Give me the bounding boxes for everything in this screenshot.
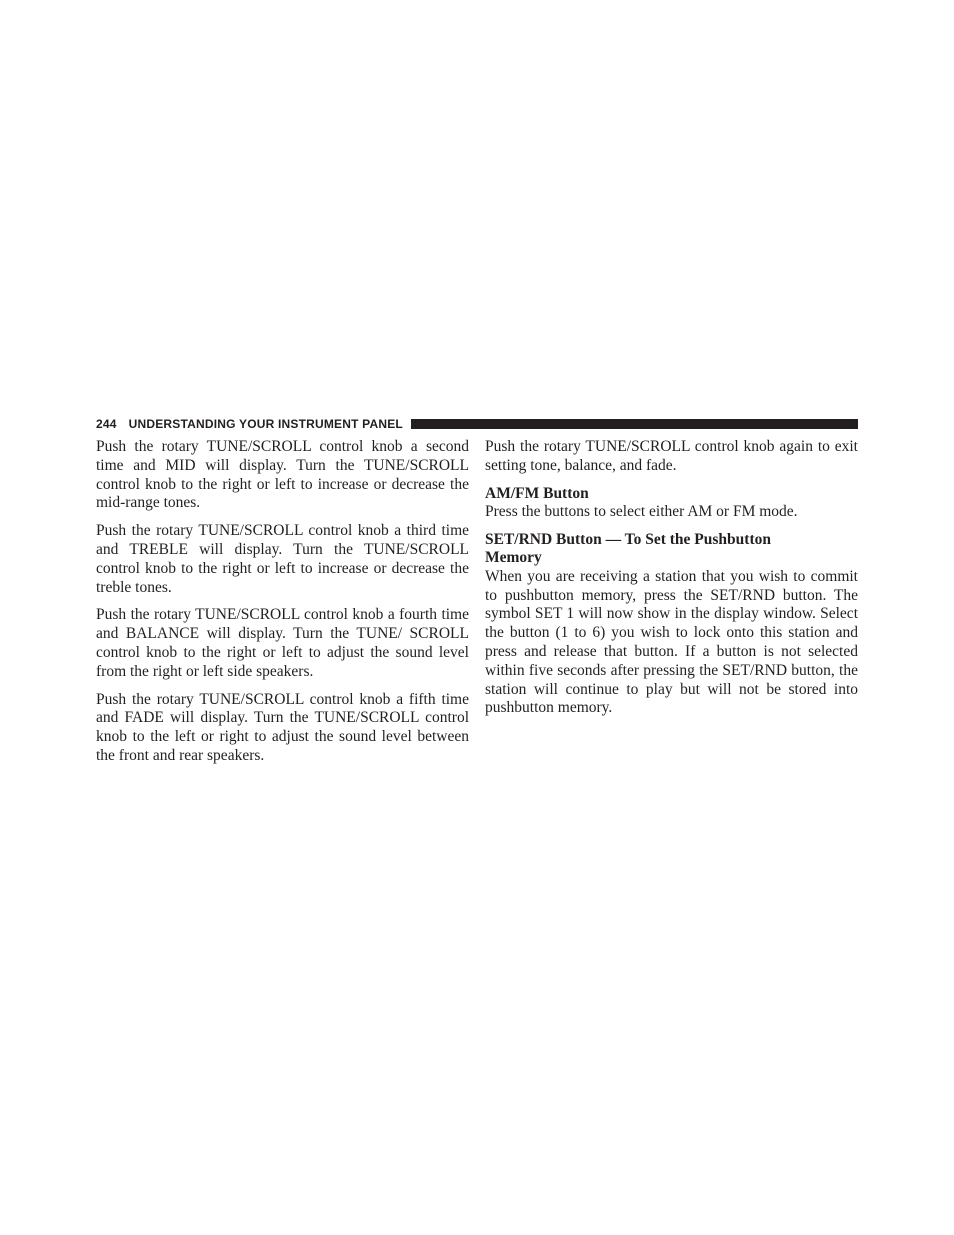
paragraph-exit: Push the rotary TUNE/SCROLL control knob again to exit setting tone, balance, and fade.	[485, 438, 858, 474]
heading-setrnd-button	[485, 531, 858, 568]
left-column	[96, 438, 469, 775]
paragraph-setrnd: When you are receiving a station that you wish to commit to pushbutton memory, press the SET/RND button. The symbol SET 1 will now show in the display window. Select the button (1 to 6) you wish to lock onto this station and press and release that button. If a button is not selected within five seconds after pressing the SET/RND button, the station will continue to play but will not be stored into pushbutton memory.	[485, 567, 858, 717]
paragraph-mid: Push the rotary TUNE/SCROLL control knob a second time and MID will display. Turn the TUNE/SCROLL control knob to the right or left to increase or decrease the mid-range tones.	[96, 438, 469, 512]
page-header	[96, 416, 858, 432]
right-column	[485, 438, 858, 727]
heading-amfm-button: AM/FM Button	[485, 484, 589, 502]
heading-setrnd-line1: SET/RND Button — To Set the Pushbutton	[485, 530, 771, 548]
heading-setrnd-line2: Memory	[485, 549, 542, 567]
paragraph-fade: Push the rotary TUNE/SCROLL control knob a fifth time and FADE will display. Turn the TUNE/SCROLL control knob to the left or right to adjust the sound level between the front and rear speakers.	[96, 690, 469, 764]
header-rule-bar	[411, 419, 858, 429]
section-title: UNDERSTANDING YOUR INSTRUMENT PANEL	[128, 417, 403, 431]
paragraph-treble: Push the rotary TUNE/SCROLL control knob a third time and TREBLE will display. Turn the TUNE/SCROLL control knob to the right or left to increase or decrease the treble tones.	[96, 522, 469, 596]
paragraph-balance: Push the rotary TUNE/SCROLL control knob a fourth time and BALANCE will display. Turn the TUNE/ SCROLL control knob to the right or left to adjust the sound level from the right or left side speakers.	[96, 606, 469, 680]
paragraph-amfm: Press the buttons to select either AM or FM mode.	[485, 503, 798, 521]
page-number: 244	[96, 417, 117, 431]
